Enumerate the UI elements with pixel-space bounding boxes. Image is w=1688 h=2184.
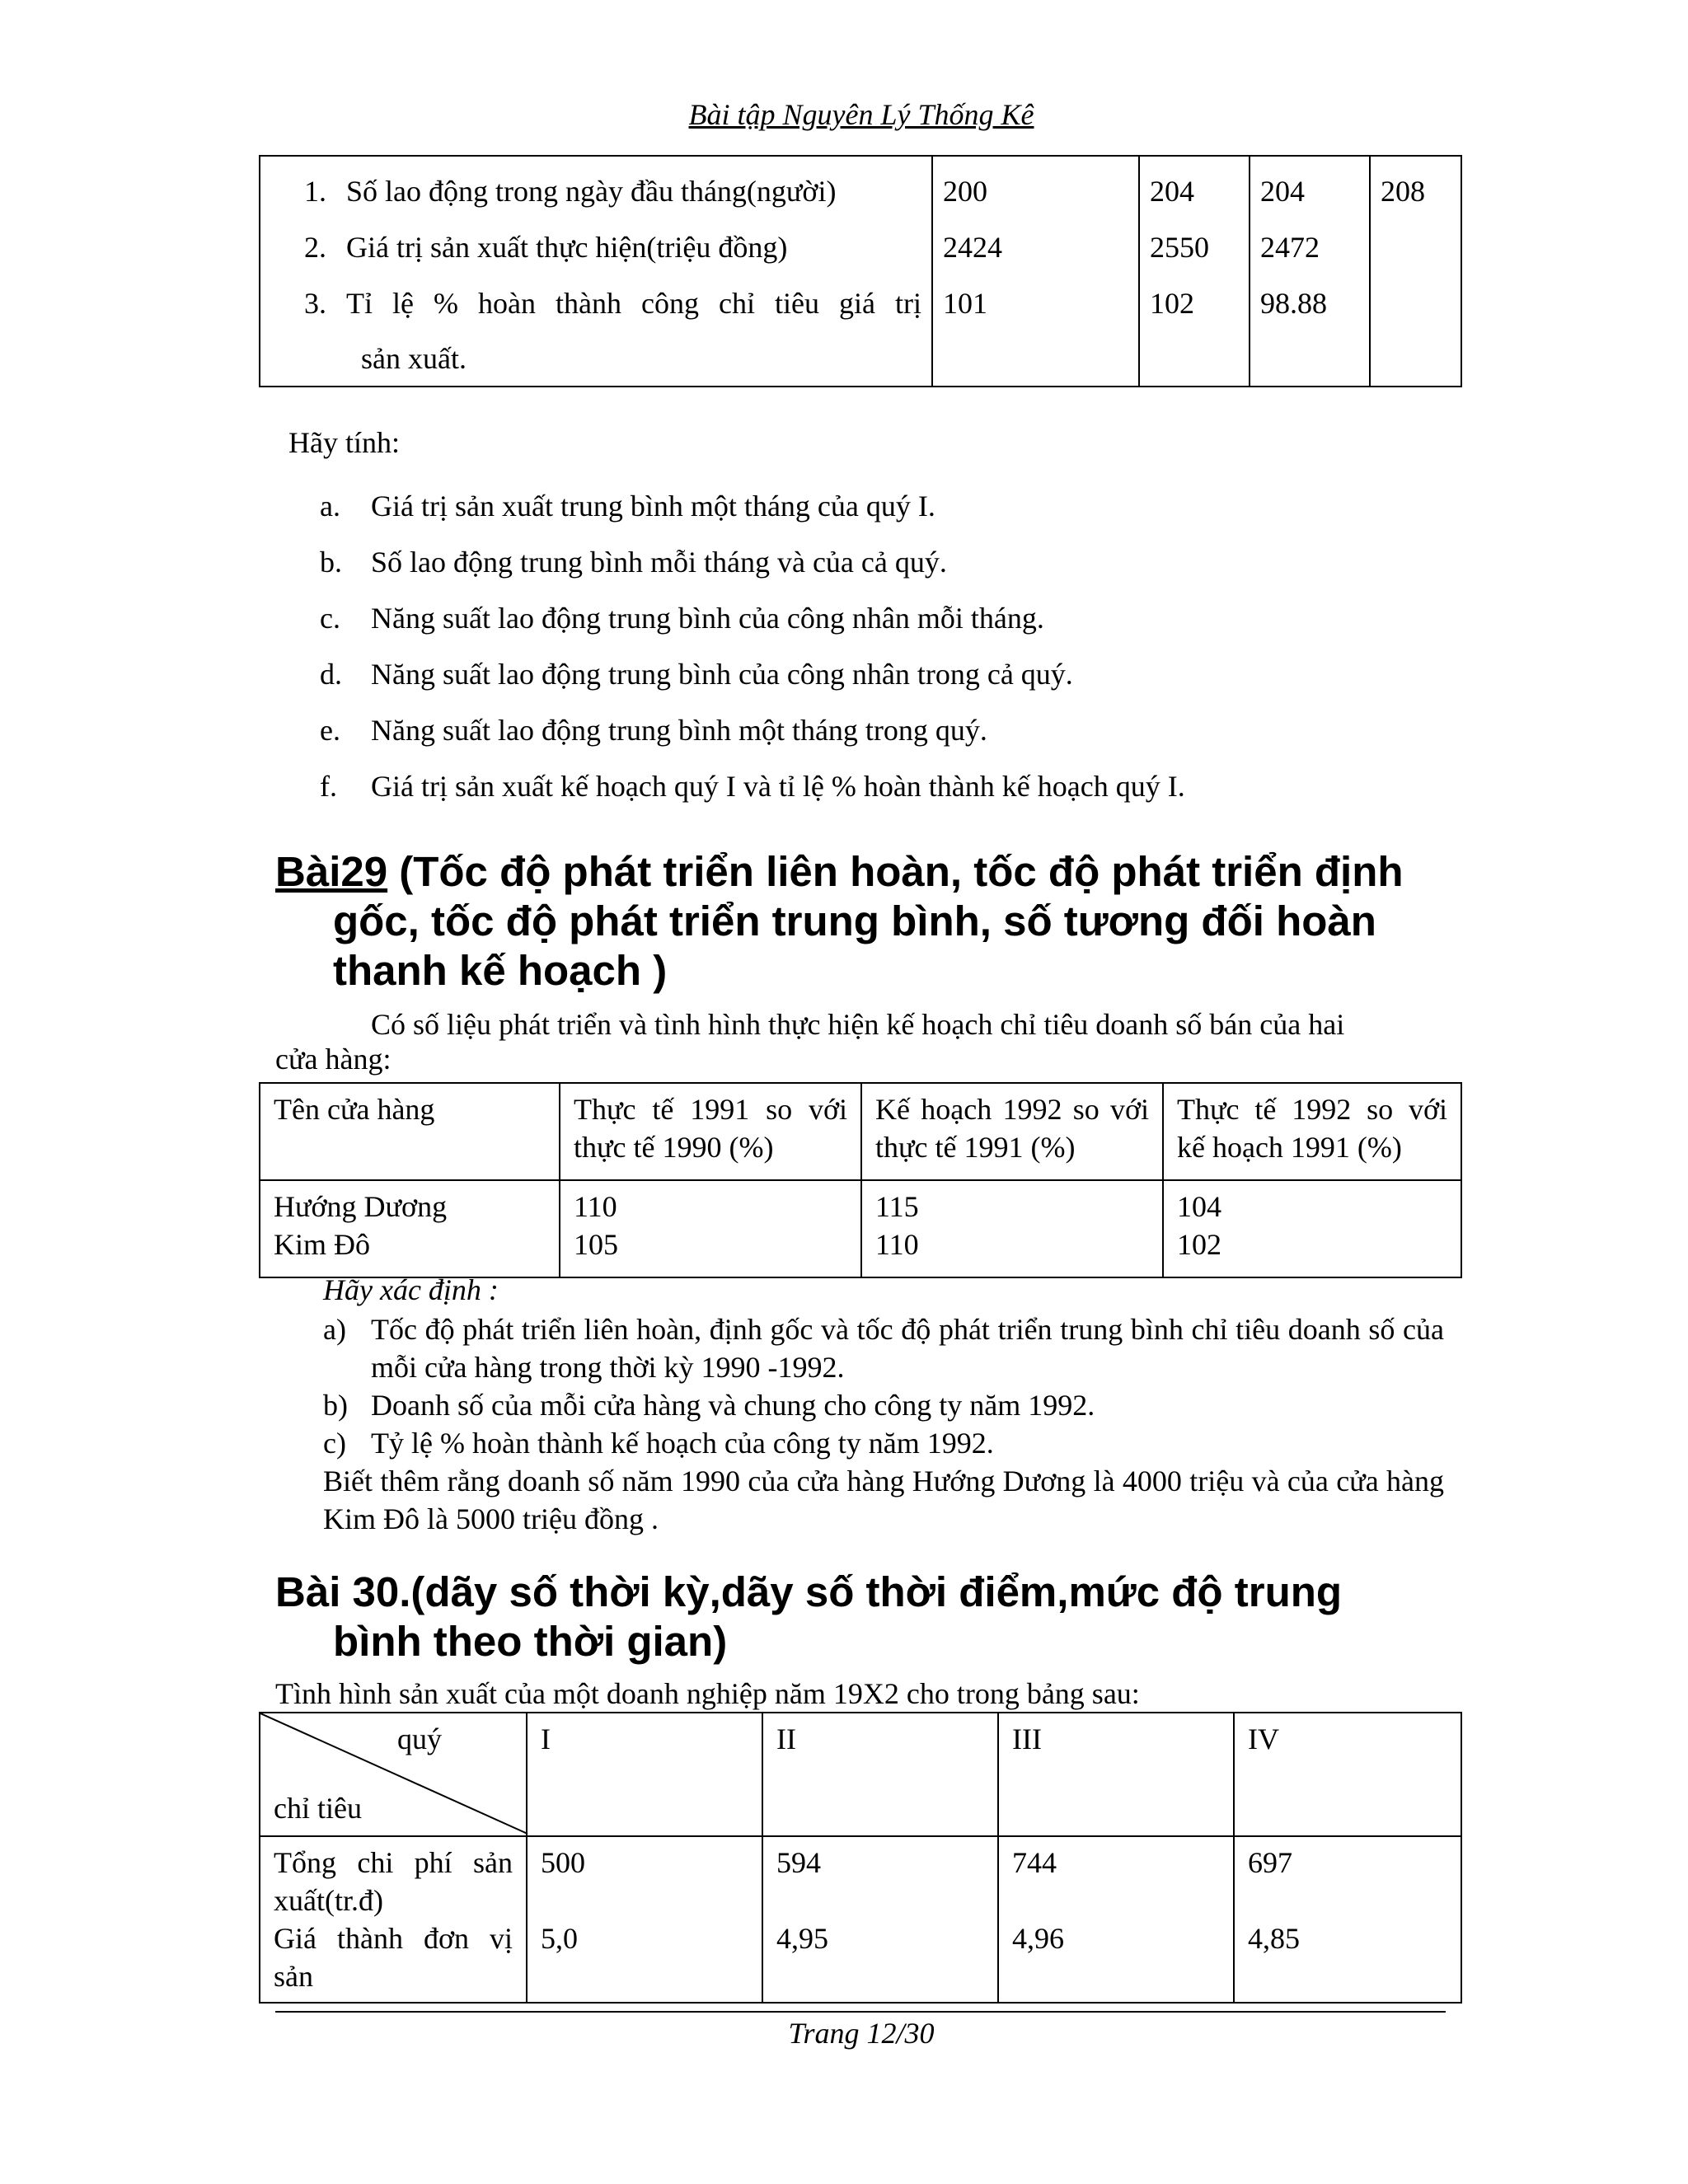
list-text: Tỷ lệ % hoàn thành kế hoạch của công ty năm 1992. — [371, 1427, 994, 1460]
cell-value: 594 — [776, 1846, 821, 1879]
list-item — [320, 758, 1185, 814]
row-label: Giá thành đơn vị sản — [274, 1922, 513, 1993]
row-number: 2. — [304, 231, 326, 264]
store-name: Kim Đô — [274, 1228, 370, 1261]
month-column — [1250, 156, 1370, 387]
heading-line: Bài 30.(dãy số thời kỳ,dãy số thời điểm,mức độ trung — [275, 1568, 1343, 1615]
quarter-header: IV — [1234, 1713, 1461, 1836]
cell-value: 102 — [1177, 1228, 1221, 1261]
list-item — [320, 478, 1185, 534]
table-cell — [527, 1836, 762, 2003]
cell-value: 110 — [875, 1228, 919, 1261]
table-cell — [260, 1180, 560, 1277]
cell-value: 4,85 — [1248, 1922, 1300, 1955]
cell-value: 110 — [574, 1190, 617, 1223]
cell-value: 5,0 — [541, 1922, 578, 1955]
instruction-label: Hãy tính: — [288, 426, 400, 459]
quarter-header: I — [527, 1713, 762, 1836]
table-cell — [260, 1836, 527, 2003]
store-table — [259, 1082, 1462, 1278]
table-cell: 204 — [1260, 175, 1305, 208]
table-cell — [1234, 1836, 1461, 2003]
table-cell: 101 — [943, 287, 987, 320]
heading-line: (Tốc độ phát triển liên hoàn, tốc độ phát triển định — [387, 848, 1404, 895]
list-text: Số lao động trung bình mỗi tháng và của cả quý. — [371, 546, 947, 579]
cell-value: 104 — [1177, 1190, 1221, 1223]
cell-value: 744 — [1012, 1846, 1057, 1879]
production-table — [259, 155, 1462, 387]
table-cell: 2472 — [1260, 231, 1320, 264]
table-header: Thực tế 1992 so với kế hoạch 1991 (%) — [1163, 1083, 1461, 1180]
page-header: Bài tập Nguyên Lý Thống Kê — [688, 98, 1034, 131]
quarterly-table — [259, 1712, 1462, 2004]
corner-cell — [260, 1713, 527, 1836]
question-list — [323, 1310, 1444, 1538]
table-cell — [861, 1180, 1163, 1277]
row-label-continuation: sản xuất. — [361, 342, 467, 375]
list-item — [323, 1424, 1444, 1462]
list-item — [323, 1310, 1444, 1386]
quarter-header: II — [762, 1713, 998, 1836]
list-item — [320, 590, 1185, 646]
corner-top-label: quý — [397, 1722, 442, 1755]
list-item — [320, 534, 1185, 590]
list-text: Năng suất lao động trung bình của công nhân trong cả quý. — [371, 658, 1073, 691]
exercise-30-heading — [275, 1568, 1342, 1666]
exercise-29-heading — [275, 847, 1404, 996]
list-letter: b) — [323, 1389, 348, 1422]
cell-value: 697 — [1248, 1846, 1292, 1879]
intro-text-cont: cửa hàng: — [275, 1043, 392, 1076]
table-cell: 2550 — [1150, 231, 1209, 264]
table-cell: 204 — [1150, 175, 1194, 208]
heading-line: bình theo thời gian) — [333, 1618, 728, 1665]
table-header: Kế hoạch 1992 so với thực tế 1991 (%) — [861, 1083, 1163, 1180]
intro-text: Có số liệu phát triển và tình hình thực hiện kế hoạch chỉ tiêu doanh số bán của hai — [371, 1008, 1345, 1041]
list-letter: b. — [320, 546, 342, 579]
footer-divider — [275, 2011, 1446, 2013]
table-cell — [998, 1836, 1234, 2003]
store-name: Hướng Dương — [274, 1190, 448, 1223]
month-column — [1370, 156, 1461, 387]
cell-value: 4,96 — [1012, 1922, 1064, 1955]
month-column — [932, 156, 1139, 387]
list-letter: f. — [320, 770, 337, 803]
question-list — [320, 478, 1185, 814]
table-cell: 2424 — [943, 231, 1002, 264]
cell-value: 4,95 — [776, 1922, 828, 1955]
table-cell: 200 — [943, 175, 987, 208]
cell-value: 500 — [541, 1846, 585, 1879]
exercise-29-label: Bài29 — [275, 848, 388, 895]
list-text: Giá trị sản xuất trung bình một tháng của quý I. — [371, 490, 935, 523]
list-letter: d. — [320, 658, 342, 691]
row-label: Số lao động trong ngày đầu tháng(người) — [346, 175, 837, 208]
indicator-cell — [260, 156, 932, 387]
row-label: Tổng chi phí sản xuất(tr.đ) — [274, 1846, 513, 1917]
instruction-label: Hãy xác định : — [323, 1273, 499, 1306]
heading-line: gốc, tốc độ phát triển trung bình, số tương đối hoàn — [333, 898, 1376, 944]
list-item — [323, 1386, 1444, 1424]
table-header: Tên cửa hàng — [260, 1083, 560, 1180]
table-cell: 102 — [1150, 287, 1194, 320]
table-header: Thực tế 1991 so với thực tế 1990 (%) — [560, 1083, 861, 1180]
row-label: Giá trị sản xuất thực hiện(triệu đồng) — [346, 231, 788, 264]
list-text: Năng suất lao động trung bình của công nhân mỗi tháng. — [371, 602, 1044, 635]
list-item — [320, 646, 1185, 702]
page-number: Trang 12/30 — [788, 2017, 935, 2050]
list-letter: c) — [323, 1427, 346, 1460]
list-letter: e. — [320, 714, 340, 747]
intro-text: Tình hình sản xuất của một doanh nghiệp năm 19X2 cho trong bảng sau: — [275, 1677, 1140, 1710]
quarter-header: III — [998, 1713, 1234, 1836]
corner-bottom-label: chỉ tiêu — [274, 1792, 362, 1825]
list-text: Giá trị sản xuất kế hoạch quý I và tỉ lệ % hoàn thành kế hoạch quý I. — [371, 770, 1185, 803]
cell-value: 105 — [574, 1228, 618, 1261]
list-text: Năng suất lao động trung bình một tháng trong quý. — [371, 714, 987, 747]
table-cell — [1163, 1180, 1461, 1277]
cell-value: 115 — [875, 1190, 919, 1223]
list-letter: a. — [320, 490, 340, 523]
table-cell — [762, 1836, 998, 2003]
list-letter: a) — [323, 1313, 346, 1346]
table-cell — [560, 1180, 861, 1277]
heading-line: thanh kế hoạch ) — [333, 947, 668, 994]
row-label: Tỉ lệ % hoàn thành công chỉ tiêu giá trị — [346, 287, 921, 320]
row-number: 3. — [304, 287, 326, 320]
row-number: 1. — [304, 175, 326, 208]
list-item — [320, 702, 1185, 758]
table-cell: 208 — [1381, 175, 1425, 208]
list-text: Tốc độ phát triển liên hoàn, định gốc và tốc độ phát triển trung bình chỉ tiêu doanh số của mỗi cửa hàng trong thời kỳ 1990 -1992. — [371, 1313, 1444, 1384]
list-text: Doanh số của mỗi cửa hàng và chung cho công ty năm 1992. — [371, 1389, 1095, 1422]
list-letter: c. — [320, 602, 340, 635]
note-text: Biết thêm rằng doanh số năm 1990 của cửa hàng Hướng Dương là 4000 triệu và của cửa hàng Kim Đô là 5000 triệu đồng . — [323, 1465, 1444, 1535]
month-column — [1139, 156, 1250, 387]
table-cell: 98.88 — [1260, 287, 1327, 320]
